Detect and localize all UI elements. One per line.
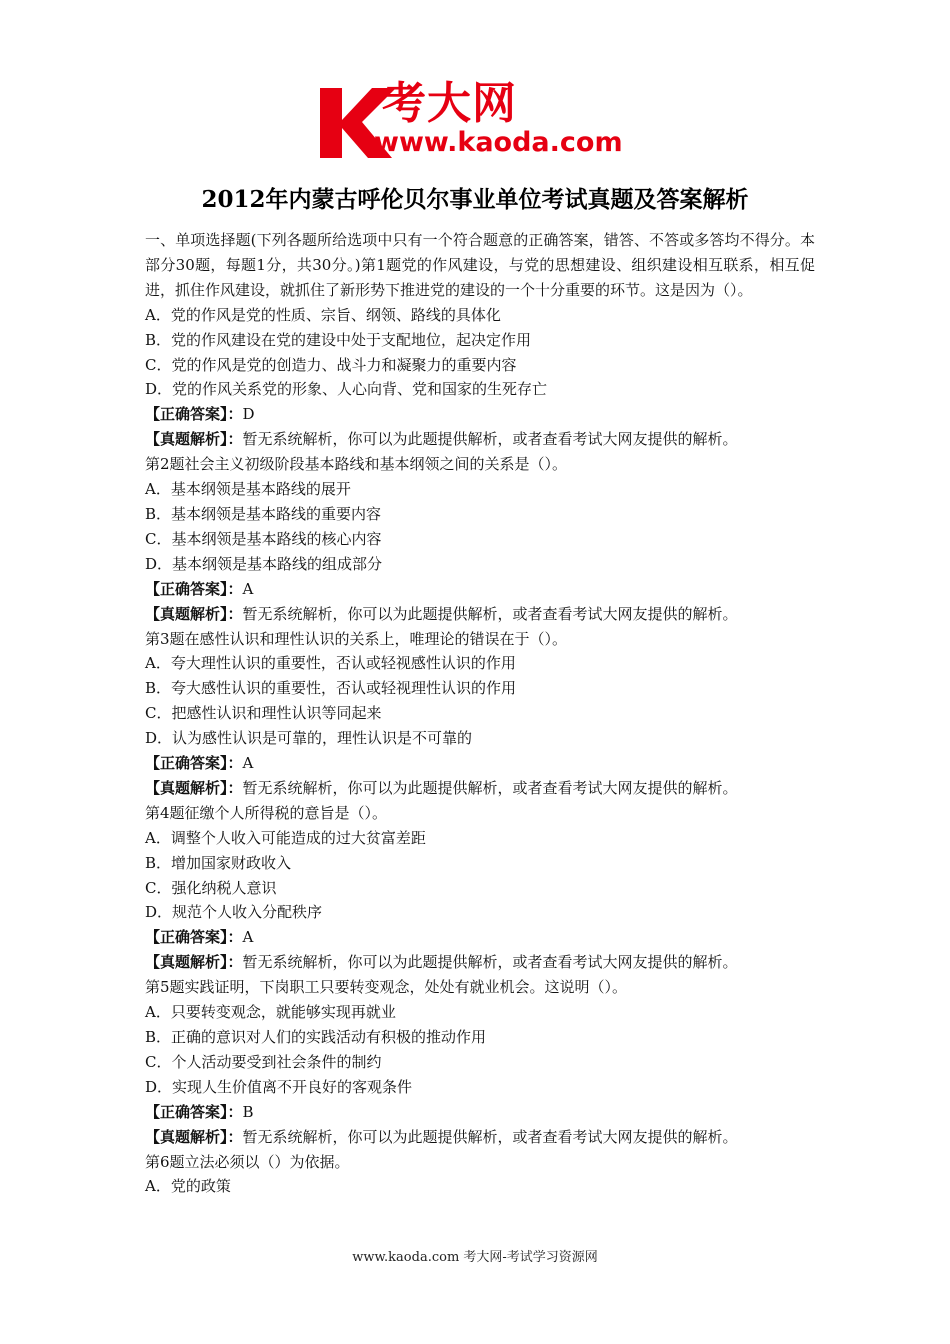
option-c: C．把感性认识和理性认识等同起来 [145, 704, 382, 723]
correct-answer [145, 1100, 815, 1125]
explanation-label: 【真题解析】： [145, 1127, 243, 1146]
answer-label: 【正确答案】： [145, 1102, 243, 1121]
question-block [145, 452, 815, 626]
option-d: D．认为感性认识是可靠的，理性认识是不可靠的 [145, 729, 473, 748]
explanation-text: 暂无系统解析，你可以为此题提供解析，或者查看考试大网友提供的解析。 [242, 604, 738, 623]
question-stem: 第4题征缴个人所得税的意旨是（）。 [145, 803, 388, 822]
answer-label: 【正确答案】： [145, 579, 243, 598]
answer-value: D [242, 405, 255, 424]
question-block [145, 303, 815, 452]
option-c: C．党的作风是党的创造力、战斗力和凝聚力的重要内容 [145, 355, 517, 374]
option-d: D．实现人生价值离不开良好的客观条件 [145, 1077, 413, 1096]
answer-value: A [242, 928, 254, 947]
option-d: D．基本纲领是基本路线的组成部分 [145, 554, 383, 573]
explanation-text: 暂无系统解析，你可以为此题提供解析，或者查看考试大网友提供的解析。 [242, 430, 738, 449]
answer-label: 【正确答案】： [145, 754, 243, 773]
question-stem: 第6题立法必须以（）为依据。 [145, 1152, 350, 1171]
option-b: B．增加国家财政收入 [145, 853, 292, 872]
option-a: A．党的作风是党的性质、宗旨、纲领、路线的具体化 [145, 305, 501, 324]
option-a: A．调整个人收入可能造成的过大贫富差距 [145, 828, 426, 847]
option-b: B．基本纲领是基本路线的重要内容 [145, 504, 382, 523]
option-b: B．夸大感性认识的重要性，否认或轻视理性认识的作用 [145, 679, 517, 698]
option-a: A．党的政策 [145, 1177, 231, 1196]
page-footer: www.kaoda.com 考大网-考试学习资源网 [352, 1250, 598, 1265]
option-c: C．基本纲领是基本路线的核心内容 [145, 529, 382, 548]
section-intro: 一、单项选择题(下列各题所给选项中只有一个符合题意的正确答案，错答、不答或多答均不得分。本部分30题，每题1分，共30分。)第1题党的作风建设，与党的思想建设、组织建设相互联系，相互促进，抓住作风建设，就抓住了新形势下推进党的建设的一个十分重要的环节。这是因为（）。 [145, 231, 815, 299]
option-a: A．只要转变观念，就能够实现再就业 [145, 1003, 396, 1022]
logo-brand-text: 考大网 [382, 78, 517, 129]
explanation [145, 776, 815, 801]
explanation-text: 暂无系统解析，你可以为此题提供解析，或者查看考试大网友提供的解析。 [242, 953, 738, 972]
option-d: D．党的作风关系党的形象、人心向背、党和国家的生死存亡 [145, 380, 548, 399]
correct-answer [145, 751, 815, 776]
question-block [145, 1150, 815, 1200]
answer-value: B [242, 1102, 254, 1121]
correct-answer [145, 577, 815, 602]
option-b: B．党的作风建设在党的建设中处于支配地位，起决定作用 [145, 330, 532, 349]
option-a: A．夸大理性认识的重要性，否认或轻视感性认识的作用 [145, 654, 516, 673]
question-block [145, 801, 815, 975]
explanation [145, 950, 815, 975]
option-b: B．正确的意识对人们的实践活动有积极的推动作用 [145, 1028, 487, 1046]
explanation-label: 【真题解析】： [145, 778, 243, 797]
page-title: 2012年内蒙古呼伦贝尔事业单位考试真题及答案解析 [201, 186, 749, 213]
answer-value: A [242, 579, 254, 598]
kaoda-logo [318, 78, 638, 162]
explanation [145, 427, 815, 452]
option-c: C．强化纳税人意识 [145, 878, 277, 897]
correct-answer [145, 925, 815, 950]
explanation [145, 602, 815, 627]
explanation-text: 暂无系统解析，你可以为此题提供解析，或者查看考试大网友提供的解析。 [242, 778, 738, 797]
explanation [145, 1125, 815, 1150]
answer-value: A [242, 754, 254, 773]
question-block [145, 627, 815, 801]
document-body [145, 228, 815, 1199]
question-stem: 第5题实践证明，下岗职工只要转变观念，处处有就业机会。这说明（）。 [145, 978, 628, 997]
logo-url-text: www.kaoda.com [374, 127, 623, 158]
explanation-label: 【真题解析】： [145, 604, 243, 623]
option-d: D．规范个人收入分配秩序 [145, 903, 323, 922]
answer-label: 【正确答案】： [145, 928, 243, 947]
option-c: C．个人活动要受到社会条件的制约 [145, 1052, 382, 1071]
option-a: A．基本纲领是基本路线的展开 [145, 480, 351, 499]
answer-label: 【正确答案】： [145, 405, 243, 424]
question-stem: 第3题在感性认识和理性认识的关系上，唯理论的错误在于（）。 [145, 629, 568, 648]
correct-answer [145, 402, 815, 427]
explanation-label: 【真题解析】： [145, 430, 243, 449]
question-stem: 第2题社会主义初级阶段基本路线和基本纲领之间的关系是（）。 [145, 455, 568, 474]
explanation-label: 【真题解析】： [145, 953, 243, 972]
explanation-text: 暂无系统解析，你可以为此题提供解析，或者查看考试大网友提供的解析。 [242, 1127, 738, 1146]
question-block [145, 975, 815, 1149]
